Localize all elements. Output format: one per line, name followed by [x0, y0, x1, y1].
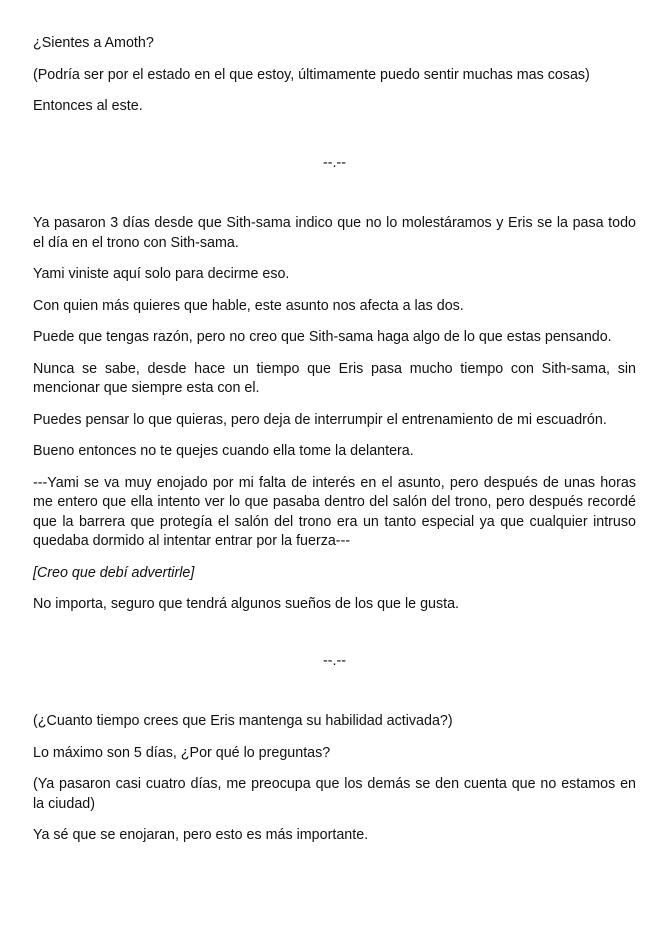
paragraph: Ya sé que se enojaran, pero esto es más importante. — [33, 827, 369, 843]
paragraph: Entonces al este. — [33, 98, 143, 114]
paragraph: (Ya pasaron casi cuatro días, me preocupa que los demás se den cuenta que no estamos en la ciudad) — [33, 776, 636, 812]
paragraph: Puede que tengas razón, pero no creo que Sith-sama haga algo de lo que estas pensando. — [33, 329, 612, 345]
scene-separator: --.-- — [322, 154, 347, 171]
paragraph: ¿Sientes a Amoth? — [33, 35, 154, 51]
paragraph: Bueno entonces no te quejes cuando ella tome la delantera. — [33, 443, 414, 459]
scene-separator: --.-- — [322, 652, 347, 669]
paragraph: Yami viniste aquí solo para decirme eso. — [33, 266, 290, 282]
paragraph: (Podría ser por el estado en el que estoy, últimamente puedo sentir muchas mas cosas) — [33, 66, 590, 83]
paragraph: Nunca se sabe, desde hace un tiempo que Eris pasa mucho tiempo con Sith-sama, sin mencionar que siempre esta con el. — [33, 360, 636, 396]
paragraph: (¿Cuanto tiempo crees que Eris mantenga su habilidad activada?) — [33, 713, 453, 729]
paragraph: ---Yami se va muy enojado por mi falta de interés en el asunto, pero después de unas horas me entero que ella intento ver lo que pasaba dentro del salón del trono, pero después recordé que la barrera que protegía el salón del trono era un tanto especial ya que cualquier intruso quedaba dormido al intentar entrar por la fuerza--- — [33, 474, 636, 549]
paragraph-thought: [Creo que debí advertirle] — [33, 564, 195, 581]
paragraph: Puedes pensar lo que quieras, pero deja de interrumpir el entrenamiento de mi escuadrón. — [33, 411, 607, 428]
paragraph: No importa, seguro que tendrá algunos sueños de los que le gusta. — [33, 596, 460, 612]
paragraph: Ya pasaron 3 días desde que Sith-sama indico que no lo molestáramos y Eris se la pasa todo el día en el trono con Sith-sama. — [33, 215, 636, 251]
paragraph: Con quien más quieres que hable, este asunto nos afecta a las dos. — [33, 297, 464, 314]
paragraph: Lo máximo son 5 días, ¿Por qué lo preguntas? — [33, 744, 331, 761]
